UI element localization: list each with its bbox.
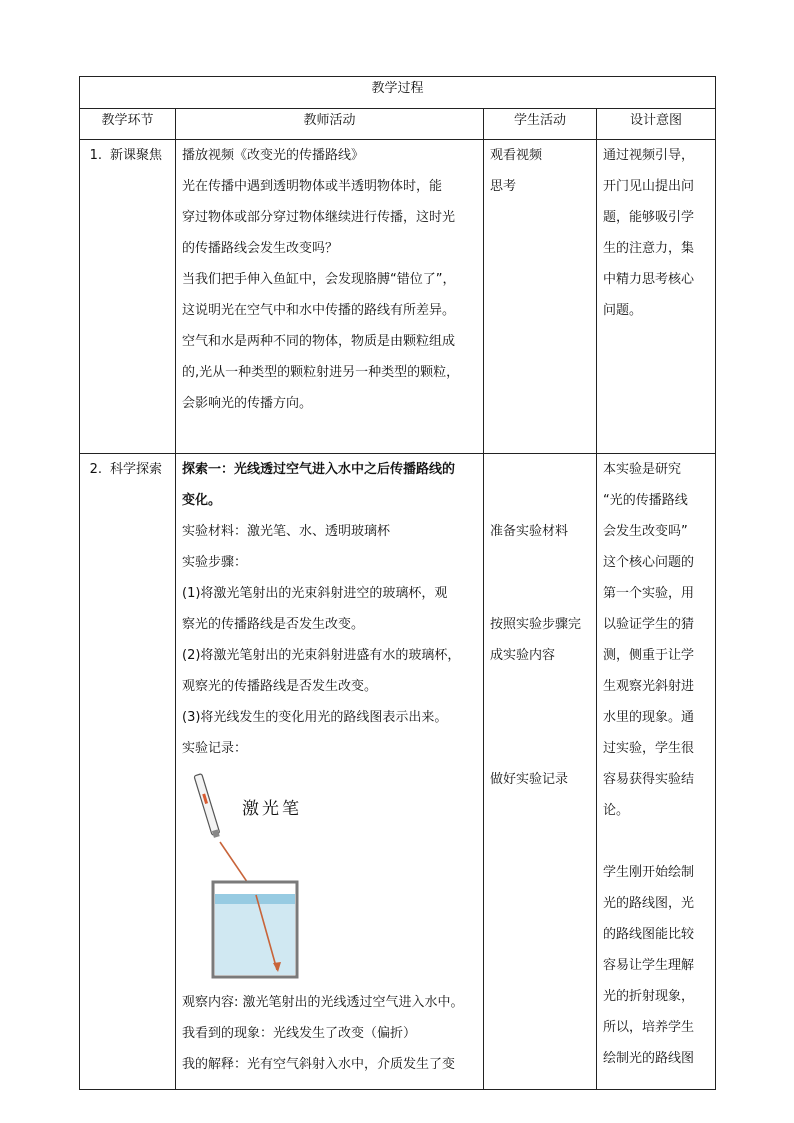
explore-title: 探索一：光线透过空气进入水中之后传播路线的 (182, 462, 456, 477)
design-intent-cell (597, 140, 716, 454)
header-teacher: 教师活动 (176, 109, 484, 140)
text-line: 的传播路线会发生改变吗？ (182, 241, 339, 256)
text-line: 当我们把手伸入鱼缸中，会发现胳膊“错位了”， (182, 272, 456, 287)
text-line: 容易让学生理解 (603, 958, 695, 973)
stage-name: 科学探索 (110, 462, 163, 477)
text-line: 这个核心问题的 (603, 555, 695, 570)
text-line: 绘制光的路线图 (603, 1051, 695, 1066)
text-line: 准备实验材料 (490, 524, 569, 539)
text-line: 生观察光斜射进 (603, 679, 695, 694)
text-line: 论。 (603, 803, 630, 818)
text-line: (1)将激光笔射出的光束斜射进空的玻璃杯，观 (182, 586, 448, 601)
text-line: 穿过物体或部分穿过物体继续进行传播，这时光 (182, 210, 456, 225)
text-line: 的,光从一种类型的颗粒射进另一种类型的颗粒， (182, 365, 460, 380)
student-activity-cell (484, 140, 597, 454)
text-line: 这说明光在空气中和水中传播的路线有所差异。 (182, 303, 456, 318)
design-intent-cell (597, 454, 716, 1090)
text-line: 水里的现象。通 (603, 710, 695, 725)
stage-cell (80, 454, 176, 1090)
text-line: 光的折射现象， (603, 989, 695, 1004)
text-line: (3)将光线发生的变化用光的路线图表示出来。 (182, 710, 448, 725)
text-line: 会影响光的传播方向。 (182, 396, 313, 411)
text-line: 光在传播中遇到透明物体或半透明物体时，能 (182, 179, 443, 194)
laser-pen-label: 激光笔 (242, 799, 302, 819)
table-title: 教学过程 (80, 77, 716, 109)
teacher-activity-cell (176, 140, 484, 454)
text-line: 本实验是研究 (603, 462, 682, 477)
student-activity-cell (484, 454, 597, 1090)
stage-cell (80, 140, 176, 454)
header-design: 设计意图 (597, 109, 716, 140)
text-line: 察光的传播路线是否发生改变。 (182, 617, 365, 632)
text-line: 测，侧重于让学 (603, 648, 695, 663)
text-line: (2)将激光笔射出的光束斜射进盛有水的玻璃杯， (182, 648, 461, 663)
text-line: 观看视频 (490, 148, 543, 163)
text-line: “光的传播路线 (603, 493, 688, 508)
text-line: 容易获得实验结 (603, 772, 695, 787)
text-line: 过实验，学生很 (603, 741, 695, 756)
text-line: 题，能够吸引学 (603, 210, 695, 225)
text-line: 实验材料：激光笔、水、透明玻璃杯 (182, 524, 391, 539)
text-line: 观察内容: 激光笔射出的光线透过空气进入水中。 (182, 995, 464, 1010)
stage-number: 1. (89, 148, 102, 163)
text-line: 通过视频引导， (603, 148, 695, 163)
table-row (80, 454, 716, 1090)
text-line: 第一个实验，用 (603, 586, 695, 601)
text-line: 光的路线图，光 (603, 896, 695, 911)
teacher-activity-cell (176, 454, 484, 1090)
teaching-process-table (79, 76, 716, 1090)
text-line: 会发生改变吗” (603, 524, 688, 539)
text-line: 实验记录： (182, 741, 248, 756)
text-line: 以验证学生的猜 (603, 617, 695, 632)
table-row (80, 140, 716, 454)
explore-title: 变化。 (182, 493, 222, 508)
text-line: 实验步骤： (182, 555, 248, 570)
text-line: 成实验内容 (490, 648, 556, 663)
text-line: 生的注意力，集 (603, 241, 695, 256)
text-line: 开门见山提出问 (603, 179, 695, 194)
text-line: 我的解释：光有空气斜射入水中，介质发生了变 (182, 1057, 456, 1072)
laser-refraction-illustration (186, 770, 316, 985)
stage-number: 2. (89, 462, 102, 477)
text-line: 空气和水是两种不同的物体，物质是由颗粒组成 (182, 334, 456, 349)
text-line: 思考 (490, 179, 517, 194)
header-stage: 教学环节 (80, 109, 176, 140)
text-line: 观察光的传播路线是否发生改变。 (182, 679, 378, 694)
stage-name: 新课聚焦 (110, 148, 163, 163)
text-line: 的路线图能比较 (603, 927, 695, 942)
text-line: 做好实验记录 (490, 772, 569, 787)
text-line: 我看到的现象：光线发生了改变（偏折） (182, 1026, 417, 1041)
text-line: 所以，培养学生 (603, 1020, 695, 1035)
text-line: 按照实验步骤完 (490, 617, 582, 632)
text-line: 问题。 (603, 303, 643, 318)
text-line: 中精力思考核心 (603, 272, 695, 287)
text-line: 学生刚开始绘制 (603, 865, 695, 880)
text-line: 播放视频《改变光的传播路线》 (182, 148, 365, 163)
header-student: 学生活动 (484, 109, 597, 140)
